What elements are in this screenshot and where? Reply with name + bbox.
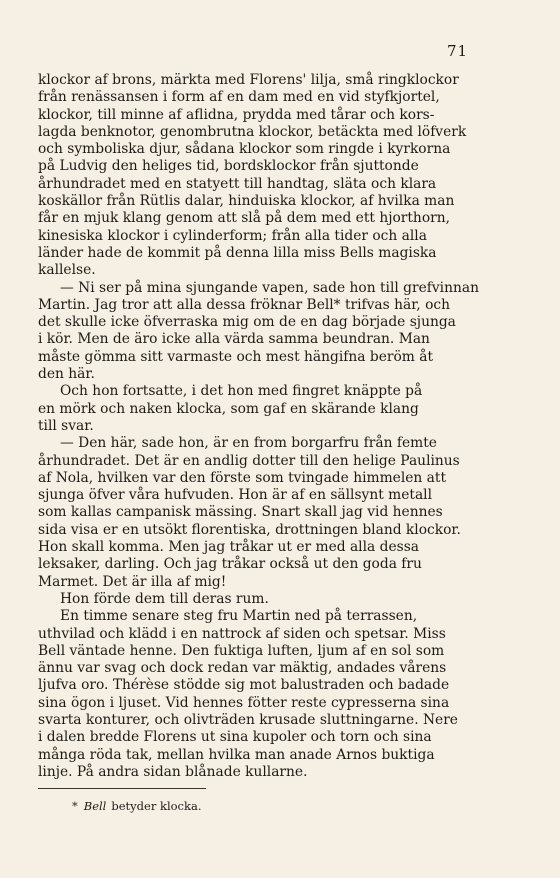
body-text	[38, 72, 486, 781]
text-line: Och hon fortsatte, i det hon med fingret knäppte på	[60, 383, 423, 400]
text-line: länder hade de kommit på denna lilla miss Bells magiska	[38, 244, 437, 261]
text-line: från renässansen i form af en dam med en vid styfkjortel,	[38, 89, 440, 106]
text-line: och symboliska djur, sådana klockor som ringde i kyrkorna	[38, 141, 451, 158]
text-line: ännu var svag och dock redan var mäktig, andades vårens	[38, 660, 447, 677]
text-line: till svar.	[38, 417, 94, 434]
text-line: på Ludvig den heliges tid, bordsklockor från sjuttonde	[38, 158, 419, 175]
text-line: måste gömma sitt varmaste och mest hängifna beröm åt	[38, 348, 434, 365]
footnote-term: Bell	[83, 799, 107, 813]
text-line: det skulle icke öfverraska mig om de en dag började sjunga	[38, 314, 456, 331]
footnote	[72, 799, 201, 813]
footnote-text: betyder klocka.	[111, 799, 202, 813]
text-line: århundradet. Det är en andlig dotter till den helige Paulinus	[38, 452, 460, 469]
text-line: får en mjuk klang genom att slå på dem med ett hjorthorn,	[38, 210, 450, 227]
text-line: svarta konturer, och olivträden krusade sluttningarne. Nere	[38, 711, 458, 728]
text-line: koskällor från Rütlis dalar, hinduiska klockor, af hvilka man	[38, 193, 455, 210]
text-line: i kör. Men de äro icke alla värda samma beundran. Man	[38, 331, 430, 348]
text-line: Marmet. Det är illa af mig!	[38, 573, 227, 590]
text-line: af Nola, hvilken var den förste som tvingade himmelen att	[38, 469, 446, 486]
text-line: i dalen bredde Florens ut sina kupoler och torn och sina	[38, 729, 432, 746]
text-line: som kallas campanisk mässing. Snart skall jag vid hennes	[38, 504, 443, 521]
text-line: uthvilad och klädd i en nattrock af siden och spetsar. Miss	[38, 625, 446, 642]
text-line: En timme senare steg fru Martin ned på terrassen,	[60, 608, 418, 625]
text-line: klockor af brons, märkta med Florens' lilja, små ringklockor	[38, 72, 459, 88]
text-line: kallelse.	[38, 262, 96, 279]
text-line: kinesiska klockor i cylinderform; från alla tider och alla	[38, 227, 427, 244]
text-line: klockor, till minne af aflidna, prydda med tårar och kors-	[38, 106, 435, 123]
text-line: Martin. Jag tror att alla dessa fröknar Bell* trifvas här, och	[38, 296, 450, 313]
text-line: linje. På andra sidan blånade kullarne.	[38, 763, 308, 780]
footnote-marker: *	[72, 799, 78, 813]
text-line: — Den här, sade hon, är en from borgarfru från femte	[60, 435, 437, 452]
footnote-rule	[38, 788, 206, 789]
text-line: leksaker, darling. Och jag tråkar också ut den goda fru	[38, 556, 422, 573]
text-line: sjunga öfver våra hufvuden. Hon är af en sällsynt metall	[38, 487, 432, 504]
text-line: den här.	[38, 366, 95, 383]
text-line: en mörk och naken klocka, som gaf en skärande klang	[38, 400, 419, 417]
text-line: ljufva oro. Thérèse stödde sig mot balustraden och badade	[38, 677, 450, 694]
text-line: sina ögon i ljuset. Vid hennes fötter reste cypresserna sina	[38, 694, 450, 711]
text-line: Hon förde dem till deras rum.	[60, 590, 269, 607]
text-line: Hon skall komma. Men jag tråkar ut er med alla dessa	[38, 539, 420, 556]
text-line: sida visa er en utsökt florentiska, drottningen bland klockor.	[38, 521, 461, 538]
text-line: århundradet med en statyett till handtag, släta och klara	[38, 175, 437, 192]
text-line: många röda tak, mellan hvilka man anade Arnos buktiga	[38, 746, 435, 763]
text-line: lagda benknotor, genombrutna klockor, betäckta med löfverk	[38, 123, 467, 140]
text-line: — Ni ser på mina sjungande vapen, sade hon till grefvinnan	[60, 279, 479, 296]
text-line: Bell väntade henne. Den fuktiga luften, ljum af en sol som	[38, 642, 445, 659]
page-number: 71	[447, 42, 469, 60]
